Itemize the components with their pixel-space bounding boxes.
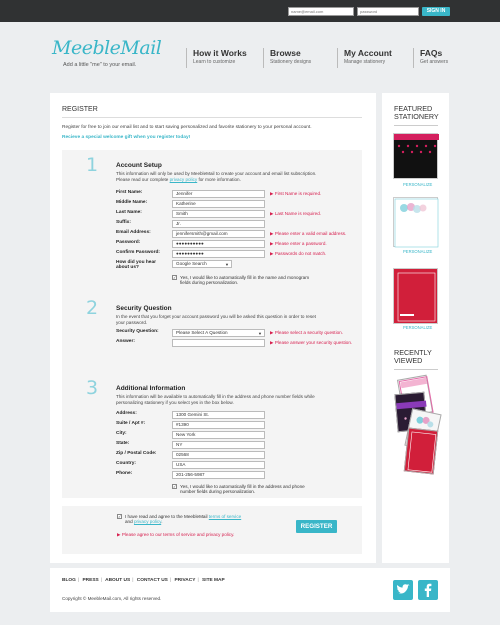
- address-input[interactable]: 1300 Gemini St.: [172, 411, 265, 419]
- field-label: Email Address:: [116, 230, 151, 235]
- terms-of-service-link[interactable]: terms of service: [208, 514, 242, 519]
- error-text: Please agree to our terms of service and privacy policy.: [121, 532, 235, 537]
- step-number: 2: [86, 297, 99, 319]
- description-line: [116, 177, 326, 183]
- nav-faqs[interactable]: [413, 48, 448, 68]
- section-description: [116, 171, 326, 182]
- field-label: Address:: [116, 411, 137, 416]
- middle-name-input[interactable]: Katherine: [172, 200, 265, 208]
- section-title: Security Question: [116, 305, 172, 312]
- security-answer-input[interactable]: [172, 339, 265, 347]
- sidebar: [382, 93, 449, 563]
- nav-subtitle: Stationery designs: [270, 59, 312, 65]
- checkbox-label: Yes, I would like to automatically fill in the name and monogram fields during personalization.: [180, 275, 310, 286]
- field-label: Suffix:: [116, 220, 131, 225]
- separator: |: [77, 578, 80, 583]
- state-input[interactable]: NY: [172, 441, 265, 449]
- page-title: REGISTER: [62, 106, 98, 113]
- field-error: ▶ Please answer your security question.: [270, 340, 353, 345]
- divider: [62, 117, 362, 118]
- logo[interactable]: MeebleMail: [52, 37, 162, 59]
- nav-title: My Account: [344, 48, 392, 58]
- error-text: Please answer your security question.: [274, 340, 353, 345]
- footer-link-blog[interactable]: BLOG: [62, 578, 76, 583]
- signin-password-input[interactable]: [357, 7, 419, 16]
- featured-title-line: FEATURED: [394, 104, 433, 113]
- twitter-bird-glyph: [393, 580, 413, 600]
- recent-title-line: VIEWED: [394, 356, 423, 365]
- separator: |: [197, 578, 199, 583]
- nav-subtitle: Get answers: [420, 59, 449, 65]
- section-description: This information will be available to automatically fill in the address and phone number fields while personalizing stationery if you select yes in the box below.: [116, 394, 315, 405]
- field-error: ▶ Please select a security question.: [270, 330, 343, 335]
- featured-stationery-3[interactable]: [393, 268, 438, 324]
- facebook-f-glyph: [418, 580, 438, 600]
- nav-browse[interactable]: [263, 48, 311, 68]
- footer-link-contact[interactable]: CONTACT US: [136, 578, 168, 583]
- separator: |: [100, 578, 102, 583]
- field-error: ▶ Passwords do not match.: [270, 251, 327, 256]
- terms-error: ▶ Please agree to our terms of service and privacy policy.: [117, 532, 235, 537]
- field-label: Answer:: [116, 339, 135, 344]
- footer-link-sitemap[interactable]: SITE MAP: [202, 578, 225, 583]
- tagline: Add a little "me" to your email.: [63, 62, 137, 68]
- field-label: Country:: [116, 461, 136, 466]
- description-text: for more information.: [197, 176, 241, 182]
- field-label: Last Name:: [116, 210, 142, 215]
- polka-dot-pattern: [394, 134, 439, 180]
- country-input[interactable]: USA: [172, 461, 265, 469]
- header: [0, 22, 500, 90]
- terms-text: and: [125, 519, 134, 525]
- email-input[interactable]: jennifersmith@gmail.com: [172, 230, 265, 238]
- privacy-policy-link[interactable]: privacy policy: [169, 176, 198, 182]
- zip-input[interactable]: 02568: [172, 451, 265, 459]
- description-line: This information will only be used by MeebleMail to create your account and email list subscription.: [116, 171, 317, 176]
- phone-input[interactable]: 201-256-5987: [172, 471, 265, 479]
- nav-title: How it Works: [193, 48, 247, 58]
- step-number: 3: [86, 377, 99, 399]
- error-text: First Name is required.: [274, 191, 322, 196]
- suite-input[interactable]: #1390: [172, 421, 265, 429]
- section-title: Account Setup: [116, 162, 162, 169]
- red-stationery: [394, 269, 439, 325]
- hear-about-select[interactable]: [172, 260, 232, 268]
- divider: [394, 369, 438, 370]
- featured-title: [394, 105, 439, 121]
- field-label: Security Question:: [116, 329, 159, 334]
- field-label: City:: [116, 431, 127, 436]
- error-text: Please enter a valid email address.: [274, 231, 347, 236]
- field-label: Middle Name:: [116, 200, 148, 205]
- recent-stationery-red[interactable]: [404, 428, 438, 475]
- address-autofill-checkbox[interactable]: ✓: [173, 484, 177, 489]
- step-number: 1: [86, 154, 99, 176]
- nav-subtitle: Learn to customize: [193, 59, 236, 65]
- field-label: State:: [116, 441, 130, 446]
- personalize-link[interactable]: PERSONALIZE: [403, 182, 433, 187]
- separator: |: [132, 578, 134, 583]
- terms-checkbox[interactable]: ✓: [118, 514, 122, 519]
- security-question-select[interactable]: [172, 329, 265, 337]
- footer-link-about[interactable]: ABOUT US: [105, 578, 131, 583]
- select-value: Please Select A Question: [176, 330, 228, 335]
- terms-text: .: [161, 519, 163, 525]
- divider: [394, 125, 438, 126]
- facebook-f-icon[interactable]: [418, 580, 438, 600]
- nav-how-it-works[interactable]: [186, 48, 247, 68]
- first-name-input[interactable]: Jennifer: [172, 190, 265, 198]
- register-intro: Register for free to join our email list and to start saving personalized and favorite stationery to your personal account.: [62, 125, 312, 130]
- signin-button[interactable]: SIGN IN: [422, 7, 450, 16]
- top-bar: [0, 0, 500, 22]
- privacy-policy-link[interactable]: privacy policy: [133, 519, 162, 525]
- last-name-input[interactable]: Smith: [172, 210, 265, 218]
- chevron-down-icon: ▼: [258, 331, 262, 336]
- card-pattern: [405, 429, 439, 476]
- bubble-pattern: [394, 198, 439, 248]
- terms-text: I have read and agree to the MeebleMail: [125, 514, 209, 519]
- field-label: Zip / Postal Code:: [116, 451, 157, 456]
- field-error: ▶ Please enter a password.: [270, 241, 327, 246]
- personalize-link[interactable]: PERSONALIZE: [403, 325, 433, 330]
- featured-title-line: STATIONERY: [394, 112, 439, 121]
- register-panel: [50, 93, 376, 563]
- footer: [50, 568, 450, 612]
- nav-subtitle: Manage stationery: [344, 59, 386, 65]
- security-question-section: [62, 293, 362, 358]
- field-label: Confirm Password:: [116, 250, 160, 255]
- footer-link-press[interactable]: PRESS: [82, 578, 99, 583]
- twitter-bird-icon[interactable]: [393, 580, 413, 600]
- error-text: Please enter a password.: [274, 241, 327, 246]
- field-label: Phone:: [116, 471, 133, 476]
- section-description: In the event that you forget your account password you will be asked this question in order to reset your password.: [116, 314, 316, 325]
- featured-stationery-1[interactable]: [393, 133, 438, 179]
- error-text: Last Name is required.: [274, 211, 322, 216]
- password-input[interactable]: ●●●●●●●●●●: [172, 240, 265, 248]
- field-label: First Name:: [116, 190, 143, 195]
- nav-title: FAQs: [420, 48, 443, 58]
- checkbox-label: Yes, I would like to automatically fill in the address and phone number fields during personalization.: [180, 484, 305, 495]
- welcome-promo: Recieve a special welcome gift when you register today!: [62, 135, 191, 140]
- section-title: Additional Information: [116, 385, 186, 392]
- select-value: Google Search: [176, 261, 207, 266]
- footer-links: [62, 578, 225, 583]
- name-autofill-checkbox[interactable]: ✓: [173, 275, 177, 280]
- field-error: ▶ First Name is required.: [270, 191, 322, 196]
- field-label: Suite / Apt #:: [116, 421, 146, 426]
- separator: |: [169, 578, 172, 583]
- field-error: ▶ Please enter a valid email address.: [270, 231, 347, 236]
- confirm-password-input[interactable]: ●●●●●●●●●●: [172, 250, 265, 258]
- additional-information-section: [62, 373, 362, 498]
- suffix-input[interactable]: Jr.: [172, 220, 265, 228]
- field-label: Password:: [116, 240, 141, 245]
- error-text: Passwords do not match.: [274, 251, 327, 256]
- signin-email-input[interactable]: [288, 7, 354, 16]
- copyright: Copyright © MeebleMail.com, All rights reserved.: [62, 596, 162, 601]
- chevron-down-icon: ▼: [225, 262, 229, 267]
- terms-label: [125, 514, 255, 525]
- error-text: Please select a security question.: [274, 330, 343, 335]
- personalize-link[interactable]: PERSONALIZE: [403, 249, 433, 254]
- city-input[interactable]: New York: [172, 431, 265, 439]
- footer-link-privacy[interactable]: PRIVACY: [174, 578, 196, 583]
- register-button[interactable]: REGISTER: [296, 520, 337, 533]
- nav-title: Browse: [270, 48, 301, 58]
- recently-viewed-title: [394, 349, 432, 365]
- nav-my-account[interactable]: [337, 48, 392, 68]
- field-error: ▶ Last Name is required.: [270, 211, 322, 216]
- description-text: Please read our complete: [116, 176, 170, 182]
- featured-stationery-2[interactable]: [393, 197, 438, 247]
- field-label: How did you hear about us?: [116, 260, 156, 270]
- recent-title-line: RECENTLY: [394, 348, 432, 357]
